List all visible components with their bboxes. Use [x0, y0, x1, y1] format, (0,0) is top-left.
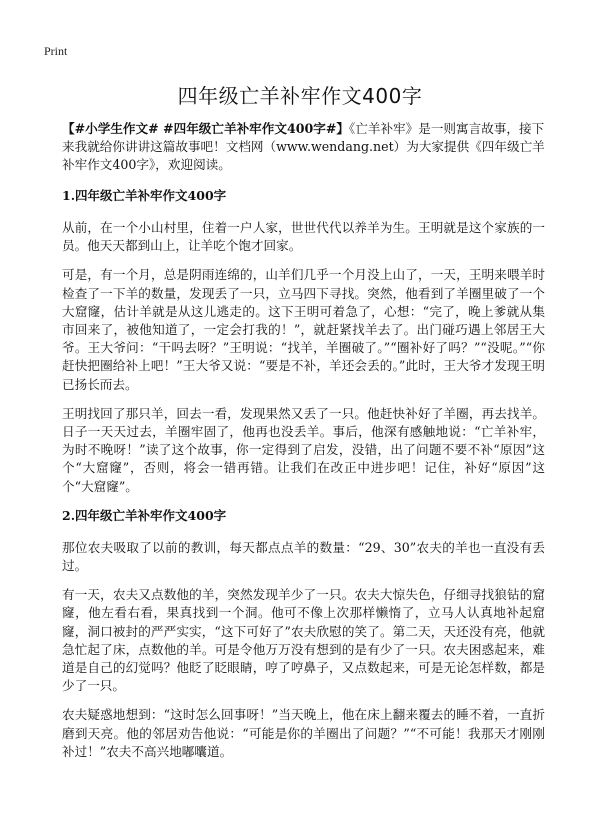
article-body: [62, 120, 545, 772]
section-paragraph: 王明找回了那只羊，回去一看，发现果然又丢了一只。他赶快补好了羊圈，再去找羊。日子一天天过去，羊圈牢固了，他再也没丢羊。事后，他深有感触地说：“亡羊补牢，为时不晚呀！”读了这个故事，你一定得到了启发，没错，出了问题不要不补“原因”这个“大窟窿”，否则，将会一错再错。让我们在改正中进步吧！记住，补好“原因”这个“大窟窿”。: [62, 405, 545, 494]
section-paragraph: 可是，有一个月，总是阴雨连绵的，山羊们几乎一个月没上山了，一天，王明来喂羊时检查了一下羊的数量，发现丢了一只，立马四下寻找。突然，他看到了羊圈里破了一个大窟窿，估计羊就是从这儿逃走的。这下王明可着急了，心想：“完了，晚上爹就从集市回来了，被他知道了，一定会打我的！”，就赶紧找羊去了。出门碰巧遇上邻居王大爷。王大爷问：“干吗去呀？”王明说：“找羊，羊圈破了。”“圈补好了吗？”“没呢。”“你赶快把圈给补上吧！”王大爷又说：“要是不补，羊还会丢的。”此时，王大爷才发现王明已扬长而去。: [62, 267, 545, 392]
print-link[interactable]: Print: [44, 44, 68, 58]
intro-paragraph: [62, 120, 545, 174]
section-paragraph: 从前，在一个小山村里，住着一户人家，世世代代以养羊为生。王明就是这个家族的一员。他天天都到山上，让羊吃个饱才回家。: [62, 220, 545, 254]
section-2: [62, 507, 545, 761]
section-paragraph: 农夫疑惑地想到：“这时怎么回事呀！”当天晚上，他在床上翻来覆去的睡不着，一直折磨到天亮。他的邻居劝告他说：“可能是你的羊圈出了问题？”“不可能！我那天才刚刚补过！”农夫不高兴地嘟囔道。: [62, 707, 545, 759]
section-1: [62, 187, 545, 496]
section-heading: 2.四年级亡羊补牢作文400字: [62, 507, 227, 523]
intro-tags: 【#小学生作文# #四年级亡羊补牢作文400字#】: [62, 121, 349, 136]
section-heading: 1.四年级亡羊补牢作文400字: [62, 188, 227, 203]
intro-text: 《亡羊补牢》是一则寓言故事，接下来我就给你讲讲这篇故事吧！文档网（www.wendang.net）为大家提供《四年级亡羊补牢作文400字》，欢迎阅读。: [62, 121, 545, 172]
section-paragraph: 那位农夫吸取了以前的教训，每天都点点羊的数量：“29、30”农夫的羊也一直没有丢过。: [62, 539, 545, 574]
page-title: 四年级亡羊补牢作文400字: [177, 84, 423, 108]
section-paragraph: 有一天，农夫又点数他的羊，突然发现羊少了一只。农夫大惊失色，仔细寻找狼钻的窟窿，他左看右看，果真找到一个洞。他可不像上次那样懒惰了，立马人认真地补起窟窿，洞口被封的严严实实，“这下可好了”农夫欣慰的笑了。第二天，天还没有亮，他就急忙起了床，点数他的羊。可是令他万万没有想到的是有少了一只。农夫困惑起来，难道是自己的幻觉吗？他眨了眨眼睛，哼了哼鼻子，又点数起来，可是无论怎样数，都是少了一只。: [62, 587, 545, 694]
